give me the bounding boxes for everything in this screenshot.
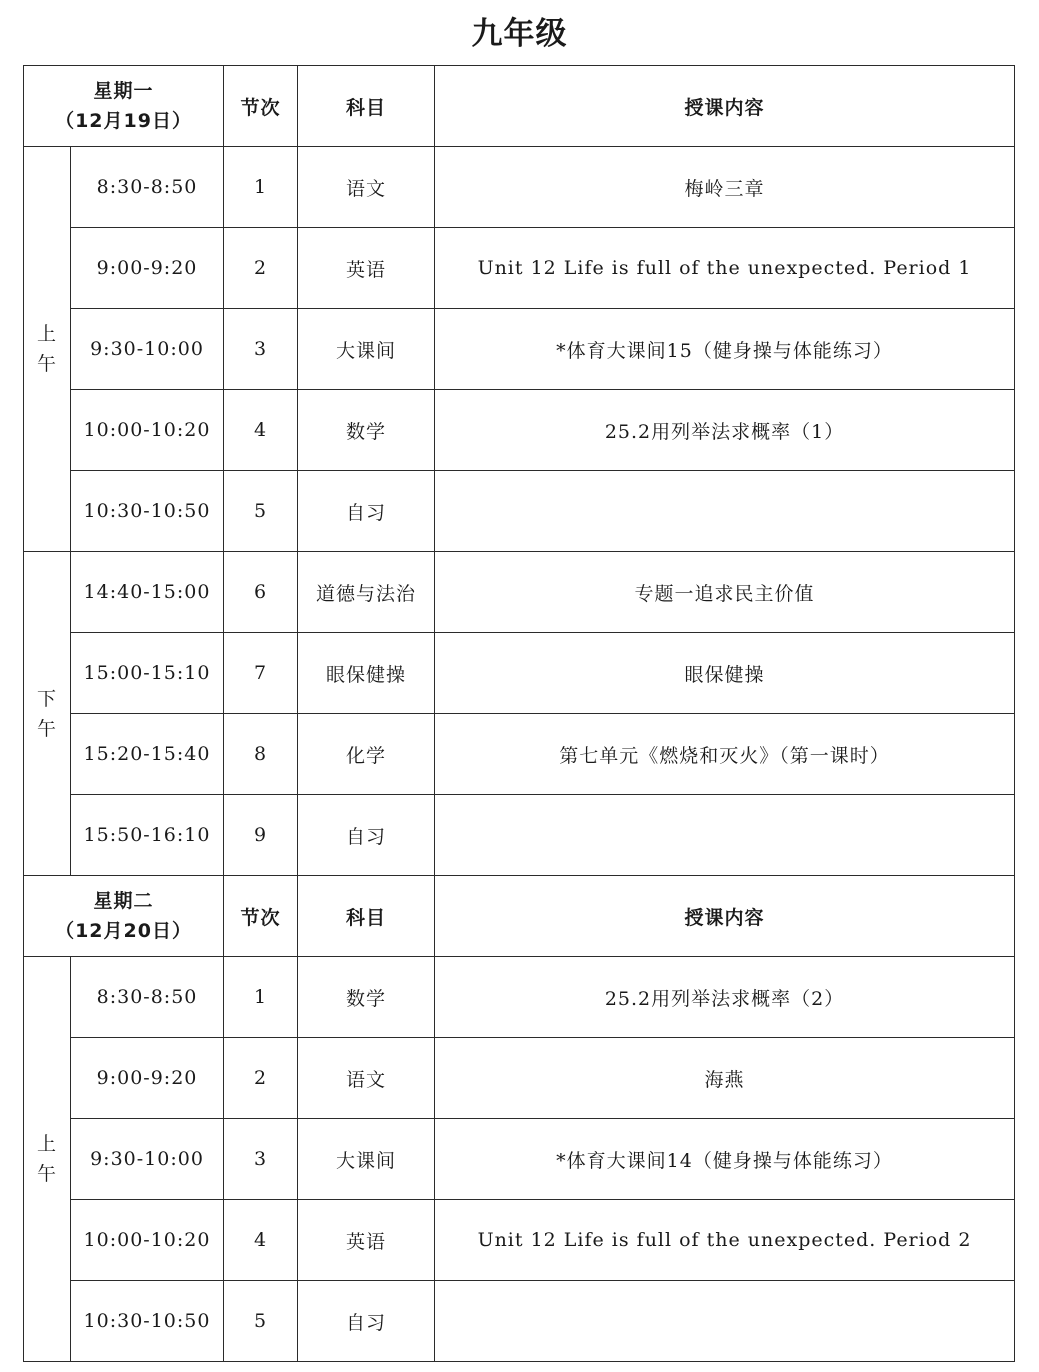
number-cell: 4	[224, 390, 298, 471]
table-row	[24, 633, 1015, 714]
number-cell: 8	[224, 714, 298, 795]
column-header-number: 节次	[224, 876, 298, 957]
content-cell	[435, 795, 1015, 876]
number-cell: 6	[224, 552, 298, 633]
table-row	[24, 1038, 1015, 1119]
period-label-morning: 上 午	[24, 957, 71, 1362]
time-cell: 9:30-10:00	[71, 1119, 224, 1200]
content-cell: 专题一追求民主价值	[435, 552, 1015, 633]
day-header-row	[24, 876, 1015, 957]
subject-cell: 化学	[298, 714, 435, 795]
day-date-cell	[24, 876, 224, 957]
column-header-content: 授课内容	[435, 66, 1015, 147]
subject-cell: 自习	[298, 471, 435, 552]
time-cell: 8:30-8:50	[71, 957, 224, 1038]
number-cell: 2	[224, 228, 298, 309]
date-label: （12月20日）	[55, 920, 192, 942]
content-cell: *体育大课间14（健身操与体能练习）	[435, 1119, 1015, 1200]
time-cell: 14:40-15:00	[71, 552, 224, 633]
content-cell: 梅岭三章	[435, 147, 1015, 228]
table-row	[24, 147, 1015, 228]
column-header-content: 授课内容	[435, 876, 1015, 957]
subject-cell: 大课间	[298, 309, 435, 390]
number-cell: 3	[224, 309, 298, 390]
table-row	[24, 795, 1015, 876]
number-cell: 1	[224, 147, 298, 228]
date-label: （12月19日）	[55, 110, 192, 132]
content-cell	[435, 471, 1015, 552]
content-cell	[435, 1281, 1015, 1362]
table-row	[24, 390, 1015, 471]
number-cell: 3	[224, 1119, 298, 1200]
time-cell: 9:30-10:00	[71, 309, 224, 390]
subject-cell: 道德与法治	[298, 552, 435, 633]
time-cell: 10:30-10:50	[71, 1281, 224, 1362]
time-cell: 15:20-15:40	[71, 714, 224, 795]
column-header-number: 节次	[224, 66, 298, 147]
number-cell: 1	[224, 957, 298, 1038]
table-row	[24, 1281, 1015, 1362]
table-row	[24, 228, 1015, 309]
table-row	[24, 1200, 1015, 1281]
day-label: 星期二	[93, 890, 154, 912]
content-cell: Unit 12 Life is full of the unexpected. Period 2	[435, 1200, 1015, 1281]
time-cell: 15:00-15:10	[71, 633, 224, 714]
subject-cell: 数学	[298, 957, 435, 1038]
time-cell: 10:00-10:20	[71, 390, 224, 471]
time-cell: 10:00-10:20	[71, 1200, 224, 1281]
schedule-table	[23, 65, 1015, 1362]
time-cell: 10:30-10:50	[71, 471, 224, 552]
table-row	[24, 471, 1015, 552]
number-cell: 5	[224, 471, 298, 552]
number-cell: 5	[224, 1281, 298, 1362]
content-cell: 海燕	[435, 1038, 1015, 1119]
content-cell: 25.2用列举法求概率（2）	[435, 957, 1015, 1038]
time-cell: 9:00-9:20	[71, 228, 224, 309]
table-row	[24, 552, 1015, 633]
time-cell: 15:50-16:10	[71, 795, 224, 876]
table-row	[24, 714, 1015, 795]
subject-cell: 自习	[298, 1281, 435, 1362]
number-cell: 2	[224, 1038, 298, 1119]
day-label: 星期一	[93, 80, 154, 102]
subject-cell: 英语	[298, 228, 435, 309]
table-row	[24, 309, 1015, 390]
column-header-subject: 科目	[298, 876, 435, 957]
table-row	[24, 957, 1015, 1038]
period-label-afternoon: 下 午	[24, 552, 71, 876]
subject-cell: 眼保健操	[298, 633, 435, 714]
time-cell: 8:30-8:50	[71, 147, 224, 228]
number-cell: 9	[224, 795, 298, 876]
table-row	[24, 1119, 1015, 1200]
number-cell: 7	[224, 633, 298, 714]
day-date-cell	[24, 66, 224, 147]
subject-cell: 语文	[298, 147, 435, 228]
subject-cell: 自习	[298, 795, 435, 876]
time-cell: 9:00-9:20	[71, 1038, 224, 1119]
content-cell: 眼保健操	[435, 633, 1015, 714]
content-cell: Unit 12 Life is full of the unexpected. Period 1	[435, 228, 1015, 309]
subject-cell: 英语	[298, 1200, 435, 1281]
number-cell: 4	[224, 1200, 298, 1281]
day-header-row	[24, 66, 1015, 147]
content-cell: 第七单元《燃烧和灭火》（第一课时）	[435, 714, 1015, 795]
content-cell: *体育大课间15（健身操与体能练习）	[435, 309, 1015, 390]
content-cell: 25.2用列举法求概率（1）	[435, 390, 1015, 471]
column-header-subject: 科目	[298, 66, 435, 147]
page-title: 九年级	[471, 16, 568, 52]
period-label-morning: 上 午	[24, 147, 71, 552]
subject-cell: 数学	[298, 390, 435, 471]
subject-cell: 语文	[298, 1038, 435, 1119]
subject-cell: 大课间	[298, 1119, 435, 1200]
